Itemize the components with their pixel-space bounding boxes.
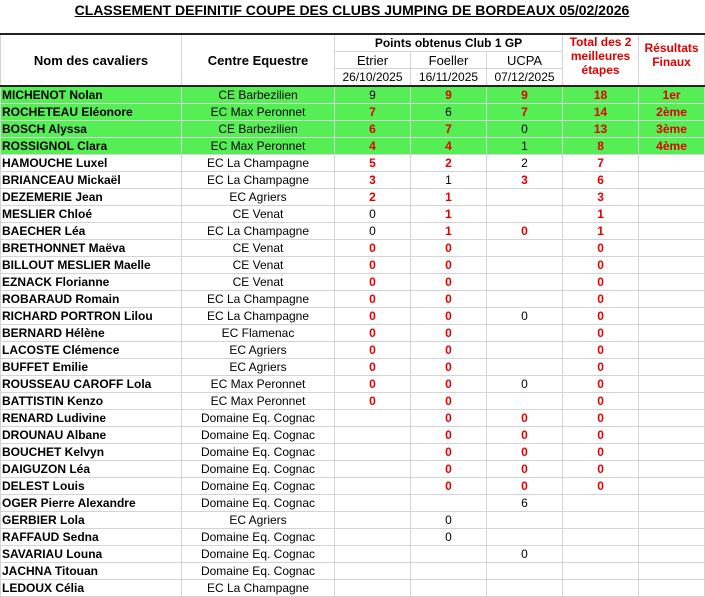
table-row [1,427,705,444]
score-ucpa [487,240,563,257]
rider-name: BAECHER Léa [1,223,182,240]
score-etrier [335,580,411,597]
header-result [639,34,705,86]
final-result: 3ème [639,121,705,138]
table-row [1,393,705,410]
equestrian-center: Domaine Eq. Cognac [182,495,335,512]
score-etrier: 2 [335,189,411,206]
table-row [1,172,705,189]
total-score: 18 [563,86,639,104]
score-ucpa [487,580,563,597]
table-row [1,461,705,478]
header-total-line3: étapes [581,63,620,77]
table-row [1,240,705,257]
header-event-ucpa: UCPA [487,52,563,69]
rider-name: DAIGUZON Léa [1,461,182,478]
score-ucpa: 2 [487,155,563,172]
total-score [563,546,639,563]
rider-name: ROSSIGNOL Clara [1,138,182,155]
score-ucpa: 3 [487,172,563,189]
total-score: 0 [563,257,639,274]
equestrian-center: CE Barbezilien [182,121,335,138]
score-etrier: 0 [335,376,411,393]
table-row [1,291,705,308]
score-ucpa [487,325,563,342]
final-result [639,223,705,240]
score-etrier: 6 [335,121,411,138]
score-foeller: 0 [411,291,487,308]
equestrian-center: EC Max Peronnet [182,138,335,155]
final-result [639,529,705,546]
table-row [1,121,705,138]
score-ucpa [487,529,563,546]
score-etrier: 0 [335,308,411,325]
equestrian-center: EC La Champagne [182,155,335,172]
score-foeller: 0 [411,529,487,546]
equestrian-center: Domaine Eq. Cognac [182,427,335,444]
final-result [639,206,705,223]
score-foeller: 0 [411,393,487,410]
rider-name: SAVARIAU Louna [1,546,182,563]
final-result [639,240,705,257]
score-ucpa [487,189,563,206]
rider-name: BUFFET Emilie [1,359,182,376]
equestrian-center: EC La Champagne [182,223,335,240]
score-ucpa: 7 [487,104,563,121]
header-total-line1: Total des 2 [569,35,632,49]
final-result [639,546,705,563]
final-result: 1er [639,86,705,104]
final-result [639,155,705,172]
final-result: 4ème [639,138,705,155]
score-etrier [335,529,411,546]
equestrian-center: EC La Champagne [182,291,335,308]
total-score: 0 [563,240,639,257]
table-row [1,274,705,291]
equestrian-center: EC Agriers [182,342,335,359]
score-ucpa: 0 [487,444,563,461]
final-result [639,444,705,461]
table-row [1,580,705,597]
table-row [1,444,705,461]
score-etrier [335,461,411,478]
total-score: 1 [563,206,639,223]
rider-name: LEDOUX Célia [1,580,182,597]
score-etrier: 0 [335,257,411,274]
score-ucpa: 0 [487,461,563,478]
score-ucpa [487,512,563,529]
score-foeller: 0 [411,342,487,359]
table-row [1,138,705,155]
equestrian-center: EC Agriers [182,359,335,376]
table-row [1,86,705,104]
score-ucpa [487,563,563,580]
score-etrier: 0 [335,393,411,410]
total-score: 0 [563,427,639,444]
rider-name: ROCHETEAU Eléonore [1,104,182,121]
score-etrier [335,563,411,580]
score-foeller: 9 [411,86,487,104]
rider-name: DELEST Louis [1,478,182,495]
score-ucpa: 6 [487,495,563,512]
total-score: 14 [563,104,639,121]
rider-name: OGER Pierre Alexandre [1,495,182,512]
table-row [1,325,705,342]
score-ucpa [487,274,563,291]
total-score: 6 [563,172,639,189]
table-row [1,206,705,223]
total-score: 0 [563,274,639,291]
equestrian-center: EC La Champagne [182,580,335,597]
score-etrier [335,546,411,563]
total-score: 0 [563,478,639,495]
final-result [639,257,705,274]
rider-name: BERNARD Hélène [1,325,182,342]
score-etrier: 4 [335,138,411,155]
score-ucpa [487,257,563,274]
rider-name: GERBIER Lola [1,512,182,529]
score-foeller: 0 [411,512,487,529]
score-etrier: 0 [335,223,411,240]
score-etrier: 7 [335,104,411,121]
score-etrier: 0 [335,325,411,342]
score-etrier: 0 [335,359,411,376]
equestrian-center: Domaine Eq. Cognac [182,563,335,580]
score-foeller [411,495,487,512]
total-score [563,512,639,529]
final-result [639,427,705,444]
table-row [1,257,705,274]
rider-name: BOSCH Alyssa [1,121,182,138]
score-etrier: 0 [335,240,411,257]
header-date-etrier: 26/10/2025 [335,69,411,87]
final-result [639,478,705,495]
score-foeller: 0 [411,478,487,495]
rider-name: BOUCHET Kelvyn [1,444,182,461]
score-etrier: 3 [335,172,411,189]
table-row [1,308,705,325]
total-score: 1 [563,223,639,240]
rider-name: ROUSSEAU CAROFF Lola [1,376,182,393]
score-etrier [335,478,411,495]
total-score: 0 [563,325,639,342]
score-etrier: 5 [335,155,411,172]
final-result [639,325,705,342]
score-etrier [335,495,411,512]
score-ucpa: 0 [487,478,563,495]
total-score [563,580,639,597]
score-etrier [335,444,411,461]
rider-name: ROBARAUD Romain [1,291,182,308]
score-foeller: 0 [411,376,487,393]
score-ucpa: 1 [487,138,563,155]
score-foeller [411,580,487,597]
final-result [639,359,705,376]
rider-name: MICHENOT Nolan [1,86,182,104]
total-score: 0 [563,308,639,325]
score-foeller: 0 [411,325,487,342]
header-event-etrier: Etrier [335,52,411,69]
table-row [1,342,705,359]
score-foeller: 7 [411,121,487,138]
score-foeller: 1 [411,189,487,206]
table-row [1,478,705,495]
score-ucpa: 0 [487,427,563,444]
total-score [563,495,639,512]
table-row [1,155,705,172]
table-row [1,546,705,563]
score-foeller: 0 [411,240,487,257]
score-foeller: 0 [411,308,487,325]
equestrian-center: Domaine Eq. Cognac [182,529,335,546]
table-row [1,223,705,240]
final-result [639,274,705,291]
table-row [1,495,705,512]
total-score: 0 [563,410,639,427]
equestrian-center: CE Venat [182,240,335,257]
ranking-table [0,33,705,597]
equestrian-center: EC Max Peronnet [182,104,335,121]
score-foeller: 0 [411,444,487,461]
total-score [563,563,639,580]
rider-name: JACHNA Titouan [1,563,182,580]
rider-name: RENARD Ludivine [1,410,182,427]
table-row [1,563,705,580]
table-row [1,359,705,376]
rider-name: BATTISTIN Kenzo [1,393,182,410]
rider-name: RICHARD PORTRON Lilou [1,308,182,325]
score-etrier: 0 [335,342,411,359]
score-ucpa: 0 [487,546,563,563]
total-score: 0 [563,291,639,308]
table-row [1,104,705,121]
equestrian-center: EC La Champagne [182,172,335,189]
equestrian-center: EC Flamenac [182,325,335,342]
final-result [639,393,705,410]
score-ucpa: 9 [487,86,563,104]
table-row [1,376,705,393]
total-score: 0 [563,376,639,393]
equestrian-center: EC La Champagne [182,308,335,325]
score-foeller: 1 [411,223,487,240]
header-points: Points obtenus Club 1 GP [335,34,563,52]
total-score: 0 [563,359,639,376]
table-row [1,189,705,206]
equestrian-center: CE Venat [182,206,335,223]
header-name: Nom des cavaliers [1,34,182,86]
score-etrier: 9 [335,86,411,104]
final-result [639,563,705,580]
final-result [639,291,705,308]
equestrian-center: EC Max Peronnet [182,393,335,410]
table-row [1,512,705,529]
equestrian-center: CE Venat [182,257,335,274]
header-date-ucpa: 07/12/2025 [487,69,563,87]
header-total [563,34,639,86]
final-result [639,461,705,478]
score-ucpa: 0 [487,223,563,240]
final-result [639,410,705,427]
table-row [1,529,705,546]
score-foeller: 1 [411,172,487,189]
equestrian-center: Domaine Eq. Cognac [182,461,335,478]
final-result [639,189,705,206]
rider-name: BRIANCEAU Mickaël [1,172,182,189]
header-event-foeller: Foeller [411,52,487,69]
rider-name: RAFFAUD Sedna [1,529,182,546]
final-result [639,376,705,393]
score-ucpa [487,393,563,410]
equestrian-center: CE Barbezilien [182,86,335,104]
header-date-foeller: 16/11/2025 [411,69,487,87]
table-row [1,410,705,427]
equestrian-center: Domaine Eq. Cognac [182,478,335,495]
total-score: 13 [563,121,639,138]
score-foeller [411,563,487,580]
total-score: 0 [563,461,639,478]
score-ucpa: 0 [487,121,563,138]
total-score: 7 [563,155,639,172]
score-foeller: 0 [411,461,487,478]
header-result-line1: Résultats [644,41,699,55]
sheet-title: CLASSEMENT DEFINITIF COUPE DES CLUBS JUMPING DE BORDEAUX 05/02/2026 [74,2,630,18]
equestrian-center: Domaine Eq. Cognac [182,444,335,461]
score-foeller: 4 [411,138,487,155]
score-foeller: 2 [411,155,487,172]
total-score [563,529,639,546]
rider-name: MESLIER Chloé [1,206,182,223]
score-ucpa: 0 [487,308,563,325]
score-etrier [335,410,411,427]
score-foeller: 0 [411,410,487,427]
rider-name: EZNACK Florianne [1,274,182,291]
final-result [639,172,705,189]
score-etrier: 0 [335,274,411,291]
final-result [639,580,705,597]
total-score: 0 [563,342,639,359]
score-ucpa [487,206,563,223]
score-foeller: 0 [411,274,487,291]
score-etrier: 0 [335,206,411,223]
final-result [639,342,705,359]
header-result-line2: Finaux [652,55,691,69]
score-foeller: 0 [411,427,487,444]
rider-name: LACOSTE Clémence [1,342,182,359]
score-etrier: 0 [335,291,411,308]
header-center: Centre Equestre [182,34,335,86]
rider-name: BRETHONNET Maëva [1,240,182,257]
rider-name: DROUNAU Albane [1,427,182,444]
score-ucpa: 0 [487,376,563,393]
score-ucpa [487,342,563,359]
score-ucpa [487,359,563,376]
score-foeller: 0 [411,257,487,274]
final-result [639,308,705,325]
equestrian-center: EC Agriers [182,512,335,529]
score-foeller: 1 [411,206,487,223]
equestrian-center: CE Venat [182,274,335,291]
score-ucpa: 0 [487,410,563,427]
final-result: 2ème [639,104,705,121]
equestrian-center: EC Max Peronnet [182,376,335,393]
total-score: 0 [563,393,639,410]
equestrian-center: Domaine Eq. Cognac [182,546,335,563]
rider-name: HAMOUCHE Luxel [1,155,182,172]
score-etrier [335,512,411,529]
header-row-1 [1,34,705,52]
score-foeller: 6 [411,104,487,121]
equestrian-center: Domaine Eq. Cognac [182,410,335,427]
total-score: 8 [563,138,639,155]
total-score: 0 [563,444,639,461]
rider-name: DEZEMERIE Jean [1,189,182,206]
rider-name: BILLOUT MESLIER Maelle [1,257,182,274]
score-foeller [411,546,487,563]
score-etrier [335,427,411,444]
equestrian-center: EC Agriers [182,189,335,206]
score-ucpa [487,291,563,308]
final-result [639,495,705,512]
total-score: 3 [563,189,639,206]
final-result [639,512,705,529]
score-foeller: 0 [411,359,487,376]
header-total-line2: meilleures [570,49,631,63]
